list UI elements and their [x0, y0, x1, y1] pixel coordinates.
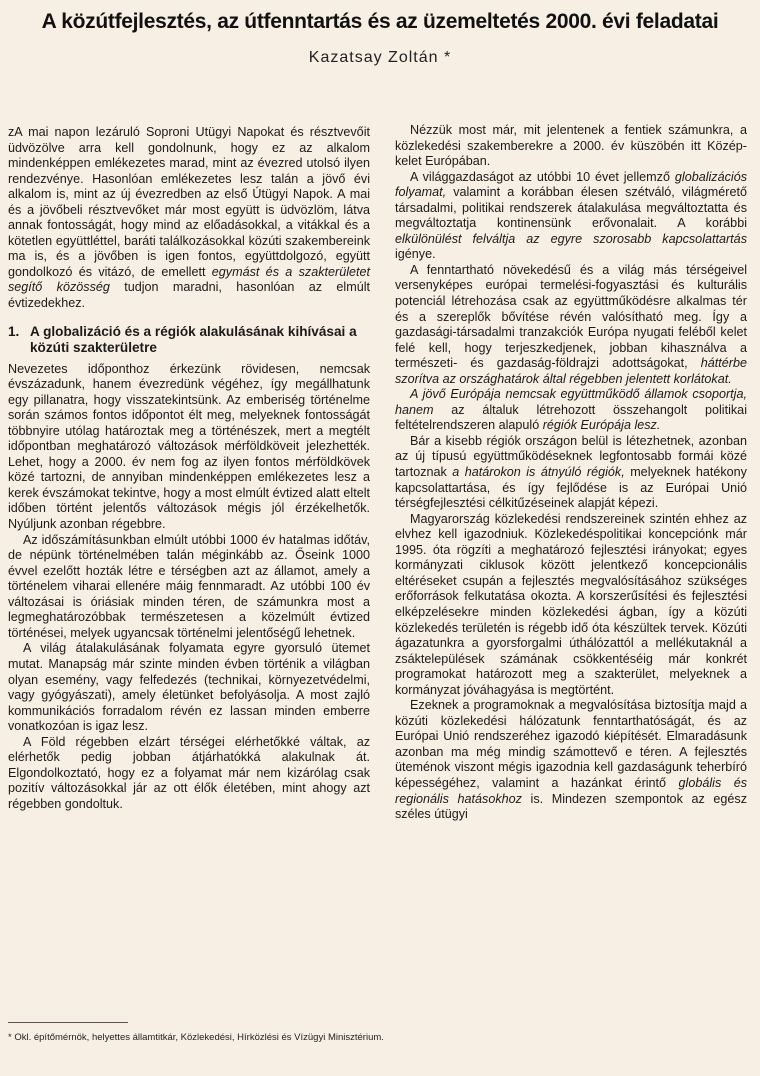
body-paragraph: A világ átalakulásának folyamata egyre gyorsuló ütemet mutat. Manapság már szinte minden évben történik a világban olyan esemény, vagy felfedezés (technikai, környezetvédelmi, vagy gyógyászati), amely életünket befolyásolja. A most zajló kommunikációs forradalom révén ez lassan minden emberre vonatkozóan is igaz lesz. [8, 641, 370, 734]
section-number: 1. [8, 323, 20, 339]
section-heading [8, 324, 370, 356]
intro-paragraph: zA mai napon lezáruló Soproni Utügyi Napokat és résztvevőit üdvözölve arra kell gondolnunk, hogy ez az alkalom mindenképpen emlékezetes marad, mint az évezred utolsó ilyen rendezvénye. Hasonlóan emlékezetes lesz talán a jövő évi alkalom is, mint az új évezredben az első Útügyi Napok. A mai és a jövőbeli résztvevőket már most együtt is üdvözlöm, látva annak fontosságát, hogy mind az előadásokkal, a vitákkal és a kötetlen együttléttel, baráti találkozásokkal közúti szakembereink ma is, és a jövőben is igen fontos, együttdolgozó, együtt gondolkozó és vitázó, de emellett egymást és a szakterületet segítő közösség tudjon maradni, hasonlóan az elmúlt évtizedekhez. [8, 125, 371, 311]
body-paragraph: Nézzük most már, mit jelentenek a fentiek számunkra, a közlekedési szakemberekre a 2000. év küszöbén itt Közép-kelet Európában. [395, 123, 747, 169]
body-paragraph: Ezeknek a programoknak a megvalósítása biztosítja majd a közúti közlekedési hálózatunk fenntarthatóságát, és az Európai Unió rendszeréhez igazodó kiépítését. Elmaradásunk azonban ma még mindig számottevő e téren. A fejlesztés üteménok viszont mégis igazodnia kell gazdaságunk teherbíró képességéhez, valamint a hazánkat érintő globális és regionális hatásokhoz is. Mindezen szempontok az egész széles útügyi [395, 698, 747, 822]
right-column [395, 123, 747, 823]
page-title: A közútfejlesztés, az útfenntartás és az üzemeltetés 2000. évi feladatai [41, 10, 719, 33]
footnote-divider [8, 1022, 128, 1023]
body-paragraph: Magyarország közlekedési rendszereinek szintén ehhez az elvhez kell igazodniuk. Közlekedéspolitikai koncepciónk már 1995. óta rögzíti a meghatározó fejlesztési irányokat; egyes kormányzati ciklusok között jelentkező koncepcionális eltéréseket csupán a fejlesztés megvalósításához szükséges erőforrások felkutatása okozta. A korszerűsítési és fejlesztési elképzelésekre minden közlekedési ágban, így a közúti közlekedés területén is régebb idő óta készültek tervek. Közúti ágazatunkra a gyorsforgalmi úthálózattól a mellékutaknál a zsáktelepülések számának csökkentéséig már konkrét programokat határozott meg a szakterület, melyeknek a kormányzat jóváhagyása is megtörtént. [395, 511, 747, 697]
body-paragraph: A jövő Európája nemcsak együttműködő államok csoportja, hanem az általuk létrehozott összehangolt politikai feltételrendszeren alapuló régiók Európája lesz. [395, 387, 747, 433]
body-paragraph: Az időszámításunkban elmúlt utóbbi 1000 év hatalmas időtáv, de népünk történelmében talán méginkább az. Őseink 1000 évvel ezelőtt hozták létre e térségben azt az államot, amely a történelem viharai ellenére máig fennmaradt. Az utóbbi 100 év változásai is óriásiak minden téren, de számunkra most a legmeghatározóbbak természetesen a közelmúlt évtized történései, melyek ugyancsak történelmi jelentőségű lehetnek. [8, 532, 370, 640]
body-paragraph: A fenntartható növekedésű és a világ más térségeivel versenyképes európai termelési-fogyasztási és kulturális potenciál létrehozása csak az együttműködésre alkalmas tér és a szereplők bővítése révén valósítható meg. Így a gazdasági-társadalmi tranzakciók Európa nyugati feléből kelet felé kell, hogy terjeszkedjenek, jobban kihasználva a természeti- és gazdaság-földrajzi adottságokat, háttérbe szorítva az országhatárok által régebben jelentett korlátokat. [395, 262, 747, 386]
left-column [8, 125, 370, 812]
body-paragraph: Bár a kisebb régiók országon belül is létezhetnek, azonban az új típusú együttműködéseknek legfontosabb formái közé tartoznak a határokon is átnyúló régiók, melyeknek hatékony kapcsolattartása, és így fejlődése is az Európai Unió térségfejlesztési célkitűzéseinek alapját képezi. [395, 433, 747, 511]
body-paragraph: A Föld régebben elzárt térségei elérhetőkké váltak, az elérhetők pedig jobban átjárhatókká alakulnak át. Elgondolkoztató, hogy ez a folyamat már nem kizárólag csak pozitív változásokkal jár az ott élők életében, mint ahogy azt régebben gondoltuk. [8, 734, 370, 811]
footnote: * Okl. építőmérnök, helyettes államtitkár, Közlekedési, Hírközlési és Vízügyi Minisztérium. [8, 1032, 384, 1043]
body-paragraph: Nevezetes időponthoz érkezünk rövidesen, nemcsak évszázadunk, hanem évezredünk végéhez, így megállhatunk egy pillanatra, hogy visszatekintsünk. Az emberiség történelme során számos fontos időpontot élt meg, melyeknek fontosságát többnyire utólag határoztak meg a történészek, mert a megtélt időpontban meghatározó változások mérföldköveit jelezhették. Lehet, hogy a 2000. év nem fog az ilyen fontos mérföldkövek közé tartozni, de annyiban mindenképpen emlékezetes lesz a kerek évszámokat tekintve, hogy a most elmúlt évtized alatt eltelt időben történt jelentős változások mégis jól érzékelhetők. Nyúljunk azonban régebbre. [8, 361, 370, 532]
body-paragraph: A világgazdaságot az utóbbi 10 évet jellemző globalizációs folyamat, valamint a korábban élesen szétváló, világmérető társadalmi, politikai rendszerek átalakulása megváltoztatta és megváltoztatja kontinensünk erővonalait. A korábbi elkülönülést felváltja az egyre szorosabb kapcsolattartás igénye. [395, 169, 747, 262]
section-title: A globalizáció és a régiók alakulásának kihívásai a közúti szakterületre [30, 323, 357, 355]
author-name: Kazatsay Zoltán * [308, 49, 452, 66]
